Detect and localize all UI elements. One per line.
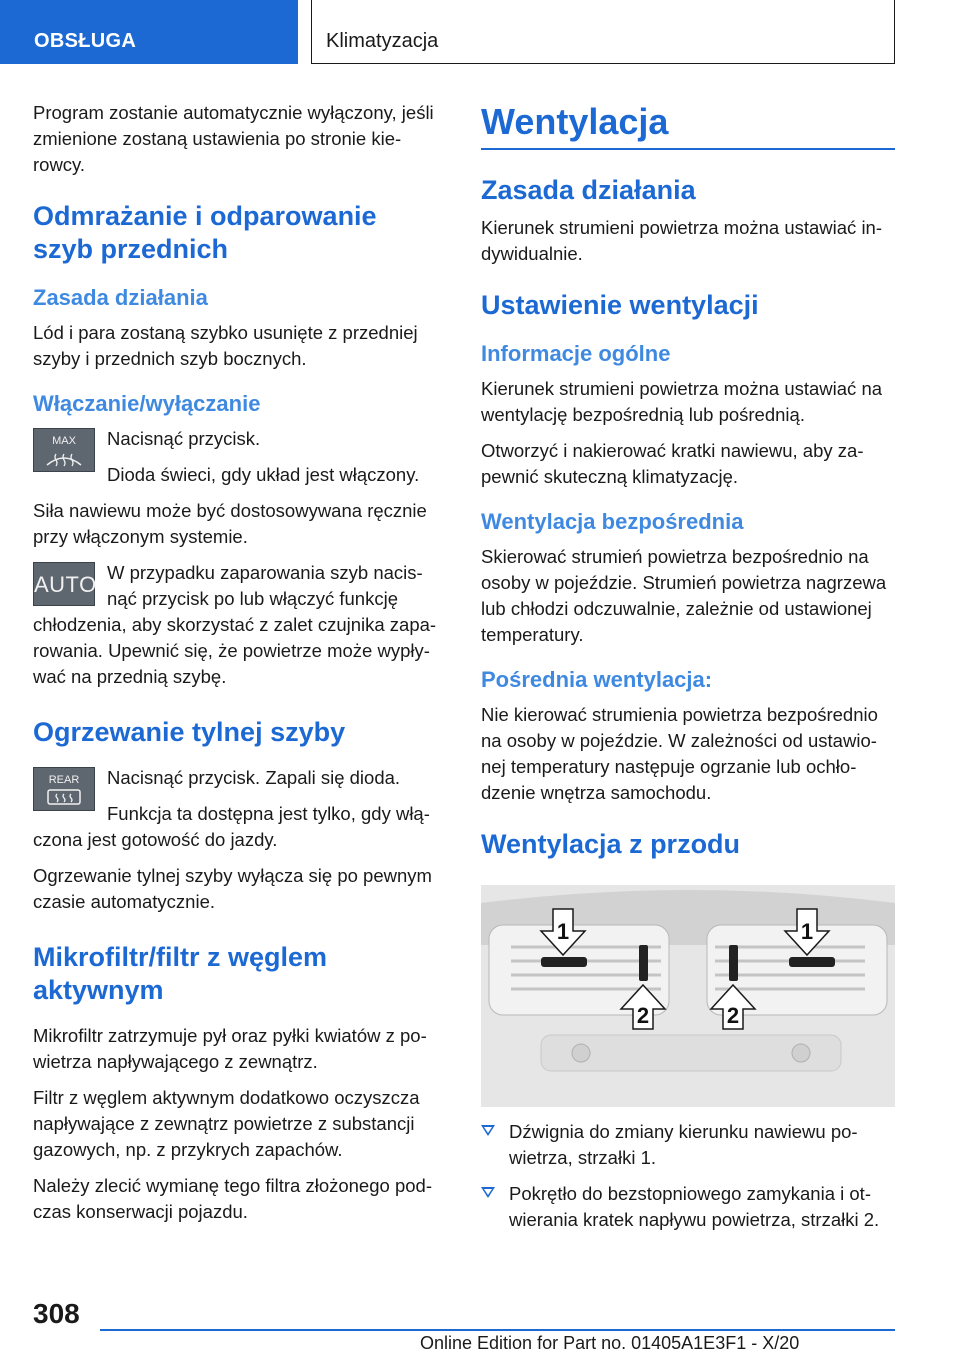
windshield-heat-icon [44,447,84,469]
topic-header [311,0,895,64]
indirect-vent-text: Nie kierować strumienia powietrza bezpośrednio na osoby w pojeździe. W zależności od ustawionej temperatury następuje ogrzanie lub ochłodzenie wnętrza samochodu. [481,704,878,803]
max-diode-text: Dioda świeci, gdy układ jest włączony. [107,464,420,485]
rear-heating-heading: Ogrzewanie tylnej szyby [33,717,346,747]
filter-text-2: Filtr z węglem aktywnym dodatkowo oczyszcza napływające z zewnątrz powietrze z substancji gazowych, np. z przykrych zapachów. [33,1087,420,1160]
defrost-heading: Odmrażanie i odparowanie szyb przednich [33,201,377,264]
filter-heading: Mikrofiltr/filtr z węglem aktywnym [33,942,328,1005]
front-vents-figure [481,885,895,1107]
general-text-1: Kierunek strumieni powietrza można ustawiać na wentylację bezpośrednią lub pośrednią. [481,378,883,425]
auto-button-row [33,560,443,690]
max-icon-label: MAX [52,435,76,447]
arrow-2-left-label: 2 [636,1003,650,1028]
general-info-heading: Informacje ogólne [481,341,671,366]
filter-text-3: Należy zlecić wymianę tego filtra złożonego podczas konserwacji pojazdu. [33,1175,432,1222]
airflow-text: Siła nawiewu może być dostosowywana ręcznie przy włączonym systemie. [33,500,427,547]
right-column [481,100,895,1243]
direct-vent-heading: Wentylacja bezpośrednia [481,509,744,534]
defrost-principle-text: Lód i para zostaną szybko usunięte z przedniej szyby i przednich szyb bocznych. [33,322,418,369]
indirect-vent-heading: Pośrednia wentylacja: [481,667,713,692]
max-press-text: Nacisnąć przycisk. [107,428,261,449]
onoff-heading: Włączanie/wyłączanie [33,391,261,416]
edition-text: Online Edition for Part no. 01405A1E3F1 - X/20 [420,1333,800,1353]
figure-legend-list [481,1119,895,1233]
arrow-2-right-label: 2 [726,1003,740,1028]
footer-divider [100,1329,895,1331]
ventilation-heading: Wentylacja [481,100,895,150]
rear-button-row [33,765,443,853]
filter-text-1: Mikrofiltr zatrzymuje pył oraz pyłki kwiatów z powietrza napływającego z zewnątrz. [33,1025,427,1072]
section-title: OBSŁUGA [34,30,137,52]
intro-paragraph: Program zostanie automatycznie wyłączony, jeśli zmienione zostaną ustawienia po stronie kierowcy. [33,102,434,175]
defrost-principle-heading: Zasada działania [33,285,208,310]
rear-defrost-icon [33,767,95,811]
legend-item-2: Pokrętło do bezstopniowego zamykania i otwierania kratek napływu powietrza, strzałki 2. [481,1181,895,1233]
rear-icon-label: REAR [48,774,80,786]
section-tab [0,0,298,64]
legend-item-1: Dźwignia do zmiany kierunku nawiewu powietrza, strzałki 1. [481,1119,895,1171]
page-number: 308 [33,1298,80,1329]
triangle-bullet-icon [481,1125,495,1136]
arrow-1-left-label: 1 [556,919,570,944]
left-column [33,100,443,1235]
vent-principle-text: Kierunek strumieni powietrza można ustawiać indywidualnie. [481,217,883,264]
rear-press-text: Nacisnąć przycisk. Zapali się dioda. [107,767,401,788]
triangle-bullet-icon [481,1187,495,1198]
front-vent-heading: Wentylacja z przodu [481,829,741,859]
rear-window-heat-icon [44,786,84,808]
rear-availability-text: Funkcja ta dostępna jest tylko, gdy włączona jest gotowość do jazdy. [33,803,430,850]
vents-illustration [481,885,895,1107]
vent-principle-heading: Zasada działania [481,175,696,205]
arrow-1-right-label: 1 [800,919,814,944]
general-text-2: Otworzyć i nakierować kratki nawiewu, aby zapewnić skuteczną klimatyzację. [481,440,864,487]
vent-setting-heading: Ustawienie wentylacji [481,290,759,320]
direct-vent-text: Skierować strumień powietrza bezpośrednio na osoby w pojeździe. Strumień powietrza nagrzewa lub chłodzi odczuwalnie, zależnie od ustawionej temperatury. [481,546,887,645]
max-defrost-icon [33,428,95,472]
max-button-row [33,426,443,498]
auto-text: W przypadku zaparowania szyb nacisnąć przycisk po lub włączyć funkcję chłodzenia, aby skorzystać z zalet czujnika zaparowania. Upewnić się, że powietrze może wypływać na przednią szybę. [33,562,437,687]
topic-title: Klimatyzacja [326,30,439,52]
rear-auto-off-text: Ogrzewanie tylnej szyby wyłącza się po pewnym czasie automatycznie. [33,865,432,912]
auto-button-icon: AUTO [33,562,95,606]
